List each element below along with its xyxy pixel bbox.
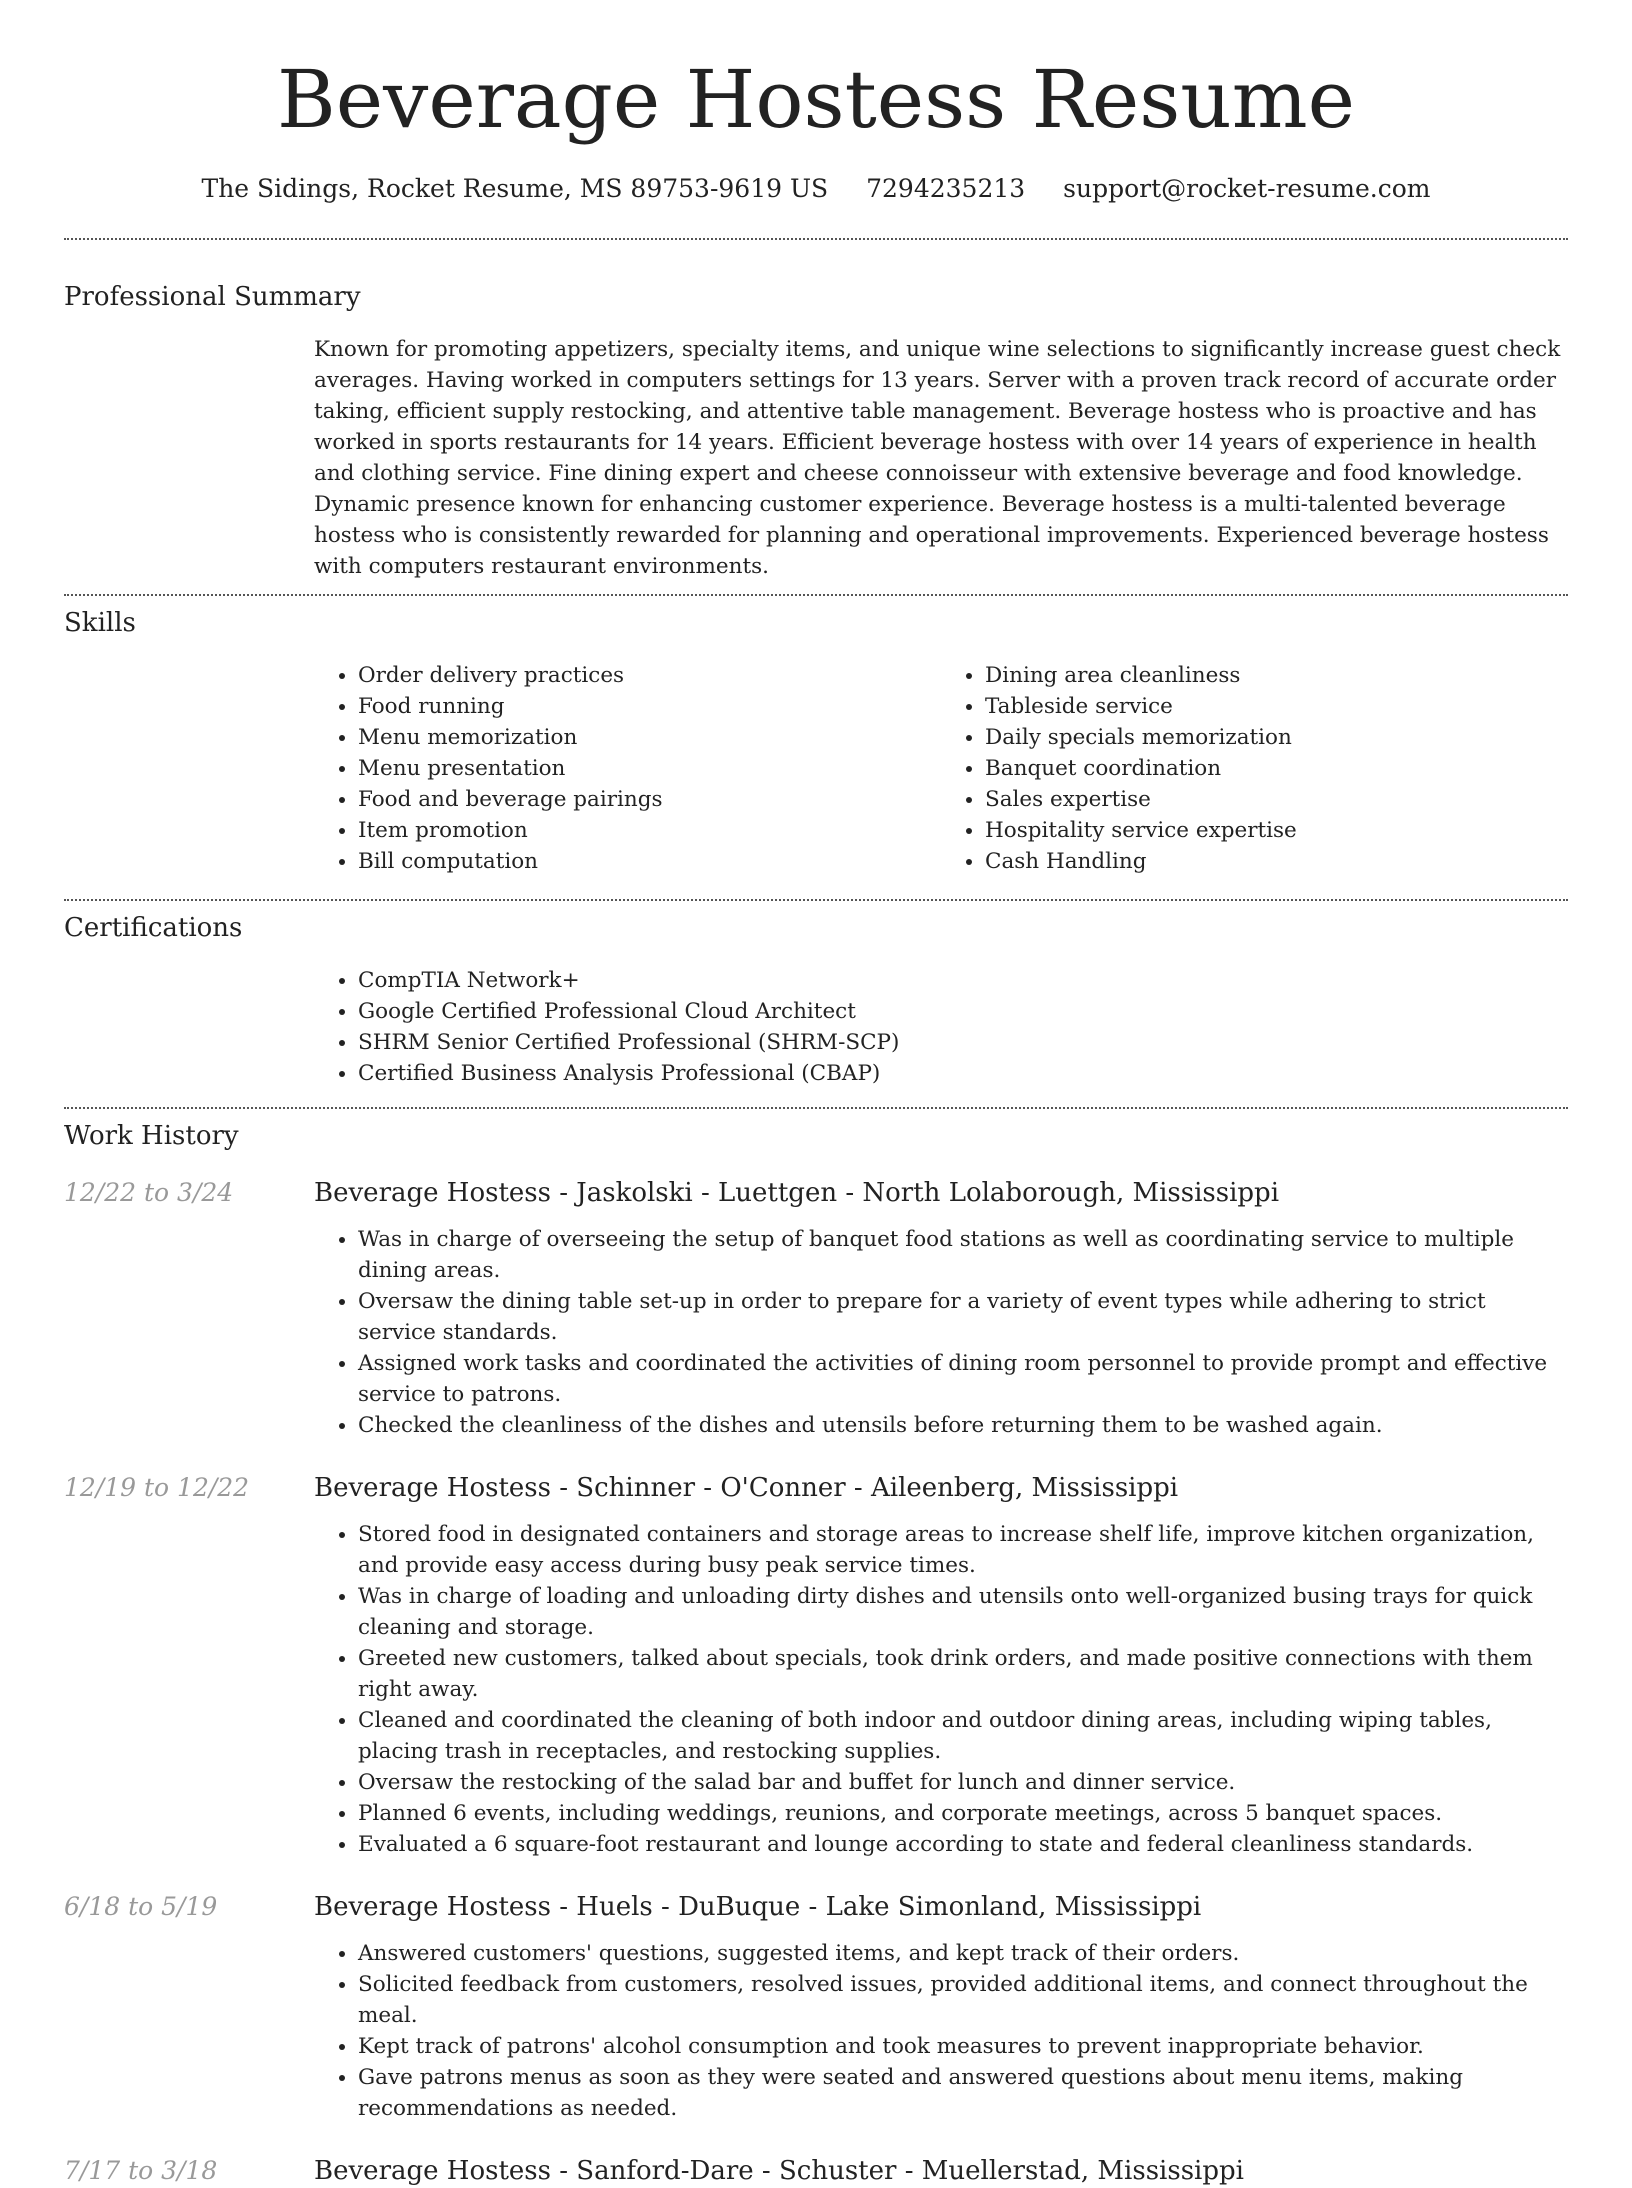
job-entry (0, 1471, 1632, 1860)
skill-item: • Food running (358, 691, 941, 722)
job-dates: 6/18 to 5/19 (64, 1892, 218, 1921)
certification-item: • SHRM Senior Certified Professional (SHRM-SCP) (358, 1027, 1568, 1058)
job-duty-item: • Answered customers' questions, suggested items, and kept track of their orders. (358, 1938, 1568, 1969)
job-title: Beverage Hostess - Jaskolski - Luettgen - North Lolaborough, Mississippi (314, 1178, 1280, 1208)
skills-column-right (941, 660, 1568, 877)
skills-column-left (314, 660, 941, 877)
job-duties (314, 1519, 1568, 1860)
skill-item: • Dining area cleanliness (985, 660, 1568, 691)
contact-email: support@rocket-resume.com (1063, 174, 1431, 203)
skill-item: • Sales expertise (985, 784, 1568, 815)
skill-item: • Menu presentation (358, 753, 941, 784)
job-duty-item: • Cleaned and coordinated the cleaning of both indoor and outdoor dining areas, including wiping tables, placing trash in receptacles, and restocking supplies. (358, 1705, 1568, 1767)
skill-item: • Banquet coordination (985, 753, 1568, 784)
summary-section (314, 334, 1568, 582)
skills-list (314, 660, 1568, 877)
divider (64, 594, 1568, 596)
certification-item: • CompTIA Network+ (358, 965, 1568, 996)
job-duty-item: • Kept track of patrons' alcohol consumption and took measures to prevent inappropriate behavior. (358, 2031, 1568, 2062)
job-duty-item: • Checked the cleanliness of the dishes and utensils before returning them to be washed again. (358, 1410, 1568, 1441)
certification-item: • Certified Business Analysis Professional (CBAP) (358, 1058, 1568, 1089)
job-entry (0, 2154, 1632, 2188)
job-entry (0, 1176, 1632, 1441)
skill-item: • Menu memorization (358, 722, 941, 753)
job-duty-item: • Assigned work tasks and coordinated the activities of dining room personnel to provide prompt and effective service to patrons. (358, 1348, 1568, 1410)
job-duty-item: • Oversaw the dining table set-up in order to prepare for a variety of event types while adhering to strict service standards. (358, 1286, 1568, 1348)
job-duties (314, 1224, 1568, 1441)
job-duty-item: • Evaluated a 6 square-foot restaurant and lounge according to state and federal cleanliness standards. (358, 1829, 1568, 1860)
certification-item: • Google Certified Professional Cloud Architect (358, 996, 1568, 1027)
job-duty-item: • Stored food in designated containers and storage areas to increase shelf life, improve kitchen organization, and provide easy access during busy peak service times. (358, 1519, 1568, 1581)
skill-item: • Tableside service (985, 691, 1568, 722)
skill-item: • Order delivery practices (358, 660, 941, 691)
contact-address: The Sidings, Rocket Resume, MS 89753-9619 US (201, 174, 829, 203)
skill-item: • Food and beverage pairings (358, 784, 941, 815)
job-duty-item: • Gave patrons menus as soon as they were seated and answered questions about menu items, making recommendations as needed. (358, 2062, 1568, 2124)
job-dates: 7/17 to 3/18 (64, 2156, 218, 2185)
skills-heading: Skills (64, 608, 136, 638)
job-duty-item: • Planned 6 events, including weddings, reunions, and corporate meetings, across 5 banquet spaces. (358, 1798, 1568, 1829)
job-duty-item: • Greeted new customers, talked about specials, took drink orders, and made positive connections with them right away. (358, 1643, 1568, 1705)
contact-phone: 7294235213 (866, 174, 1026, 203)
divider (64, 899, 1568, 901)
work-history-heading: Work History (64, 1121, 239, 1151)
job-title: Beverage Hostess - Sanford-Dare - Schuster - Muellerstad, Mississippi (314, 2156, 1244, 2186)
divider (64, 238, 1568, 240)
job-duty-item: • Solicited feedback from customers, resolved issues, provided additional items, and connect throughout the meal. (358, 1969, 1568, 2031)
job-duties (314, 1938, 1568, 2124)
skill-item: • Bill computation (358, 846, 941, 877)
job-entry (0, 1890, 1632, 2124)
divider (64, 1107, 1568, 1109)
summary-heading: Professional Summary (64, 282, 361, 312)
job-title: Beverage Hostess - Schinner - O'Conner - Aileenberg, Mississippi (314, 1473, 1179, 1503)
skill-item: • Daily specials memorization (985, 722, 1568, 753)
skill-item: • Item promotion (358, 815, 941, 846)
skill-item: • Hospitality service expertise (985, 815, 1568, 846)
certifications-heading: Certifications (64, 913, 243, 943)
job-duty-item: • Oversaw the restocking of the salad bar and buffet for lunch and dinner service. (358, 1767, 1568, 1798)
job-duty-item: • Was in charge of loading and unloading dirty dishes and utensils onto well-organized busing trays for quick cleaning and storage. (358, 1581, 1568, 1643)
page-title: Beverage Hostess Resume (277, 53, 1355, 146)
job-dates: 12/19 to 12/22 (64, 1473, 250, 1502)
certifications-list (314, 965, 1568, 1089)
job-duty-item: • Was in charge of overseeing the setup of banquet food stations as well as coordinating service to multiple dining areas. (358, 1224, 1568, 1286)
skill-item: • Cash Handling (985, 846, 1568, 877)
contact-line (0, 172, 1632, 206)
job-dates: 12/22 to 3/24 (64, 1178, 234, 1207)
job-title: Beverage Hostess - Huels - DuBuque - Lake Simonland, Mississippi (314, 1892, 1202, 1922)
summary-text: Known for promoting appetizers, specialty items, and unique wine selections to significantly increase guest check averages. Having worked in computers settings for 13 years. Server with a proven track record of accurate order taking, efficient supply restocking, and attentive table management. Beverage hostess who is proactive and has worked in sports restaurants for 14 years. Efficient beverage hostess with over 14 years of experience in health and clothing service. Fine dining expert and cheese connoisseur with extensive beverage and food knowledge. Dynamic presence known for enhancing customer experience. Beverage hostess is a multi-talented beverage hostess who is consistently rewarded for planning and operational improvements. Experienced beverage hostess with computers restaurant environments. (314, 337, 1561, 579)
